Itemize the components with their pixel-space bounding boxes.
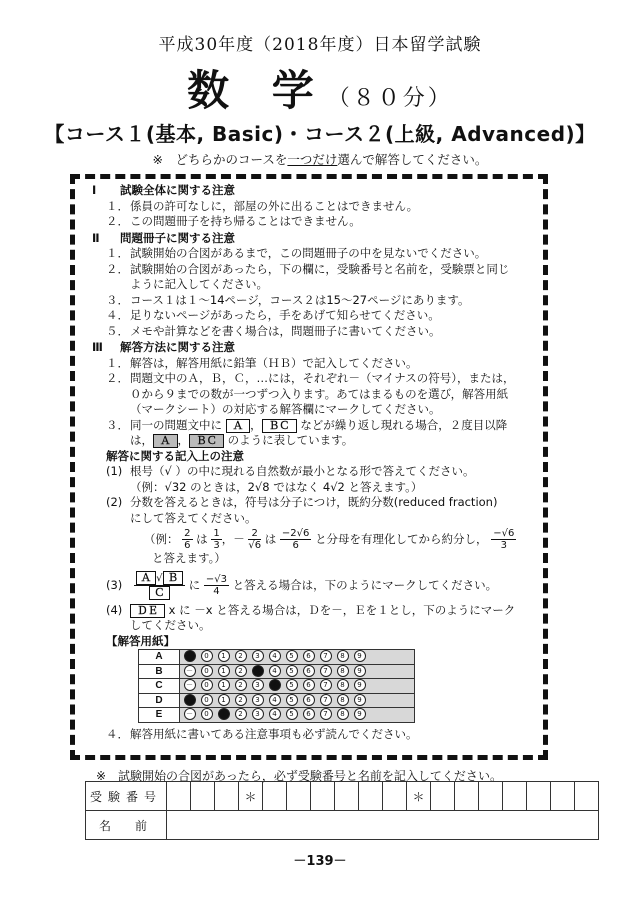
course-notice: ※ どちらかのコースを一つだけ選んで解答してください。 [152,152,488,167]
empty-bubble[interactable]: 2 [235,679,247,691]
answer-sheet-example [138,649,415,723]
sub-heading: 解答に関する記入上の注意 [106,448,244,463]
empty-bubble[interactable]: 8 [337,708,349,720]
exam-title: 平成30年度（2018年度）日本留学試験 [158,35,482,55]
empty-bubble[interactable]: 9 [354,708,366,720]
answer-bubbles [180,664,415,679]
empty-bubble[interactable]: 4 [269,694,281,706]
exam-number-cell[interactable] [575,782,599,811]
empty-bubble[interactable]: 5 [286,679,298,691]
empty-bubble[interactable]: 9 [354,694,366,706]
answer-row [139,679,415,694]
empty-bubble[interactable]: 2 [235,665,247,677]
section-heading: Ⅲ 解答方法に関する注意 [92,340,235,355]
empty-bubble[interactable]: 6 [303,665,315,677]
answer-row [139,708,415,723]
empty-bubble[interactable]: － [186,666,194,675]
exam-number-star: ＊ [239,782,263,811]
empty-bubble[interactable]: 3 [252,650,264,662]
empty-bubble[interactable]: 7 [320,650,332,662]
empty-bubble[interactable]: 6 [303,650,315,662]
empty-bubble[interactable]: 0 [201,650,213,662]
empty-bubble[interactable]: 6 [303,694,315,706]
registration-table [85,781,599,840]
exam-number-cell[interactable] [287,782,311,811]
empty-bubble[interactable]: 4 [269,650,281,662]
empty-bubble[interactable]: 6 [303,708,315,720]
empty-bubble[interactable]: 2 [235,694,247,706]
empty-bubble[interactable]: 5 [286,650,298,662]
name-field[interactable] [167,811,599,840]
exam-number-cell[interactable] [215,782,239,811]
section-heading: Ⅰ 試験全体に関する注意 [92,183,235,197]
empty-bubble[interactable]: 0 [201,665,213,677]
exam-number-cell[interactable] [527,782,551,811]
empty-bubble[interactable]: 3 [252,694,264,706]
answer-row-label: E [139,708,180,723]
exam-number-cell[interactable] [455,782,479,811]
course-line: 【コース１(基本, Basic)・コース２(上級, Advanced)】 [44,122,596,146]
empty-bubble[interactable]: 2 [235,708,247,720]
empty-bubble[interactable]: 4 [269,665,281,677]
empty-bubble[interactable]: 7 [320,694,332,706]
answer-box-a: Ａ [226,419,251,433]
filled-bubble[interactable]: － [186,652,194,661]
answer-row-label: A [139,650,180,665]
exam-number-cell[interactable] [311,782,335,811]
exam-number-label: 受験番号 [86,782,167,811]
exam-number-row [86,782,599,811]
exam-number-cell[interactable] [431,782,455,811]
answer-sheet-title: 【解答用紙】 [106,633,175,648]
answer-row [139,650,415,665]
filled-bubble[interactable]: 1 [218,708,230,720]
registration-note: ※ 試験開始の合図があったら，必ず受験番号と名前を記入してください。 [96,769,502,783]
answer-box-bc-grey: ＢＣ [189,434,224,448]
empty-bubble[interactable]: 3 [252,708,264,720]
empty-bubble[interactable]: 1 [218,650,230,662]
answer-bubbles [180,693,415,708]
empty-bubble[interactable]: 6 [303,679,315,691]
instructions: Ⅰ 試験全体に関する注意 １．係員の許可なしに，部屋の外に出ることはできません。 ２．この問題冊子を持ち帰ることはできません。 Ⅱ 問題冊子に関する注意 １．試験開始の合図があるまで，この問題冊子の中を見ないでください。 ２．試験開始の合図があったら，下の欄に，受験番号と名前を，受験票と同じ ように記入してください。 ３．コース１は１～14ページ，コース２は15～27ページにあります。 ４．足りないページがあったら，手をあげて知らせてください。 ５．メモや計算などを書く場合は，問題冊子に書いてください。 Ⅲ 解答方法に関する注意 １．解答は，解答用紙に鉛筆（ＨＢ）で記入してください。 ２．問題文中のＡ，Ｂ，Ｃ，…には，それぞれ－（マイナスの符号），または， ０から９までの数が一つずつ入ります。あてはまるものを選び，解答用紙 （マークシート）の対応する解答欄にマークしてください。 ３．同一の問題文中に Ａ ， ＢＣ などが繰り返し現れる場合，２度目以降 は， Ａ ， ＢＣ のように表しています。 解答に関する記入上の注意 (1) 根号（√ ）の中に現れる自然数が最小となる形で答えてください。 （例：√32 のときは，2√8 ではなく 4√2 と答えます。） (2) 分数を答えるときは，符号は分子につけ，既約分数(reduced fraction) にして答えてください。 （例： $\frac{2}{6}$ は $\frac{1}{3}$ ，－ $\frac{2}{√6}$ は $\frac{-2√6}{6}$ と分母を有理化してから約分し， $\frac{-√6}{3}$ と答えます。） (3) $\frac{\text{Ａ √ Ｂ}}{\text{Ｃ}}$ に $\frac{-√3}{4}$ と答える場合は，下のようにマークしてください。 (4) ＤＥ x に －x と答える場合は，Ｄを－，Ｅを１とし，下のようにマーク してください。 【解答用紙】 A － 0 1 2 3 4 5 6 7 8 9 B － 0 1 2 3 4 5 6 7 8 9 C － 0 1 2 3 4 5 6 7 8 9 D － 0 1 2 3 4 5 6 7 8 9 E － 0 1 2 3 4 5 6 7 8 9 ４．解答用紙に書いてある注意事項も必ず読んでください。 [92,182,537,742]
fraction-example: （例： $\frac{2}{6}$ は $\frac{1}{3}$ ，－ $\frac{2}{√6}$ は $\frac{-2√6}{6}$ と分母を有理化してから約分し， $\frac{-√6}{3}$ [144,528,515,552]
exam-number-cell[interactable] [167,782,191,811]
answer-bubbles [180,650,415,665]
empty-bubble[interactable]: 9 [354,665,366,677]
empty-bubble[interactable]: 1 [218,665,230,677]
empty-bubble[interactable]: 1 [218,679,230,691]
page-number: －139－ [293,854,347,869]
exam-number-cell[interactable] [335,782,359,811]
empty-bubble[interactable]: 0 [201,679,213,691]
empty-bubble[interactable]: 5 [286,665,298,677]
empty-bubble[interactable]: － [186,681,194,690]
empty-bubble[interactable]: 8 [337,665,349,677]
filled-bubble[interactable]: 3 [252,665,264,677]
empty-bubble[interactable]: 5 [286,694,298,706]
empty-bubble[interactable]: 7 [320,665,332,677]
empty-bubble[interactable]: 7 [320,679,332,691]
answer-row-label: D [139,693,180,708]
empty-bubble[interactable]: 0 [201,694,213,706]
answer-row [139,693,415,708]
answer-row [139,664,415,679]
empty-bubble[interactable]: 9 [354,650,366,662]
empty-bubble[interactable]: 8 [337,650,349,662]
subject-title: 数 学 [187,66,328,115]
answer-row-label: B [139,664,180,679]
empty-bubble[interactable]: 7 [320,708,332,720]
answer-box-bc: ＢＣ [262,419,297,433]
name-label: 名 前 [86,811,167,840]
empty-bubble[interactable]: 1 [218,694,230,706]
exam-number-star: ＊ [407,782,431,811]
name-row [86,811,599,840]
empty-bubble[interactable]: 8 [337,694,349,706]
empty-bubble[interactable]: 3 [252,679,264,691]
answer-row-label: C [139,679,180,694]
answer-box-de: ＤＥ [130,604,165,618]
empty-bubble[interactable]: 4 [269,708,281,720]
answer-bubbles [180,679,415,694]
filled-bubble[interactable]: － [186,695,194,704]
empty-bubble[interactable]: 2 [235,650,247,662]
duration: （８０分） [327,86,453,111]
exam-number-cell[interactable] [503,782,527,811]
exam-number-cell[interactable] [359,782,383,811]
empty-bubble[interactable]: 9 [354,679,366,691]
exam-number-cell[interactable] [263,782,287,811]
empty-bubble[interactable]: 5 [286,708,298,720]
empty-bubble[interactable]: － [186,710,194,719]
exam-number-cell[interactable] [383,782,407,811]
subject-heading [0,58,640,118]
empty-bubble[interactable]: 0 [201,708,213,720]
exam-number-cell[interactable] [551,782,575,811]
exam-number-cell[interactable] [191,782,215,811]
exam-number-cell[interactable] [479,782,503,811]
answer-bubbles [180,708,415,723]
filled-bubble[interactable]: 4 [269,679,281,691]
section-heading: Ⅱ 問題冊子に関する注意 [92,230,235,245]
empty-bubble[interactable]: 8 [337,679,349,691]
example-3: (3) $\frac{\text{Ａ √ Ｂ}}{\text{Ｃ}}$ に $\frac{-√3}{4}$ と答える場合は，下のようにマークしてください。 [106,571,498,599]
answer-box-a-grey: Ａ [153,434,178,448]
